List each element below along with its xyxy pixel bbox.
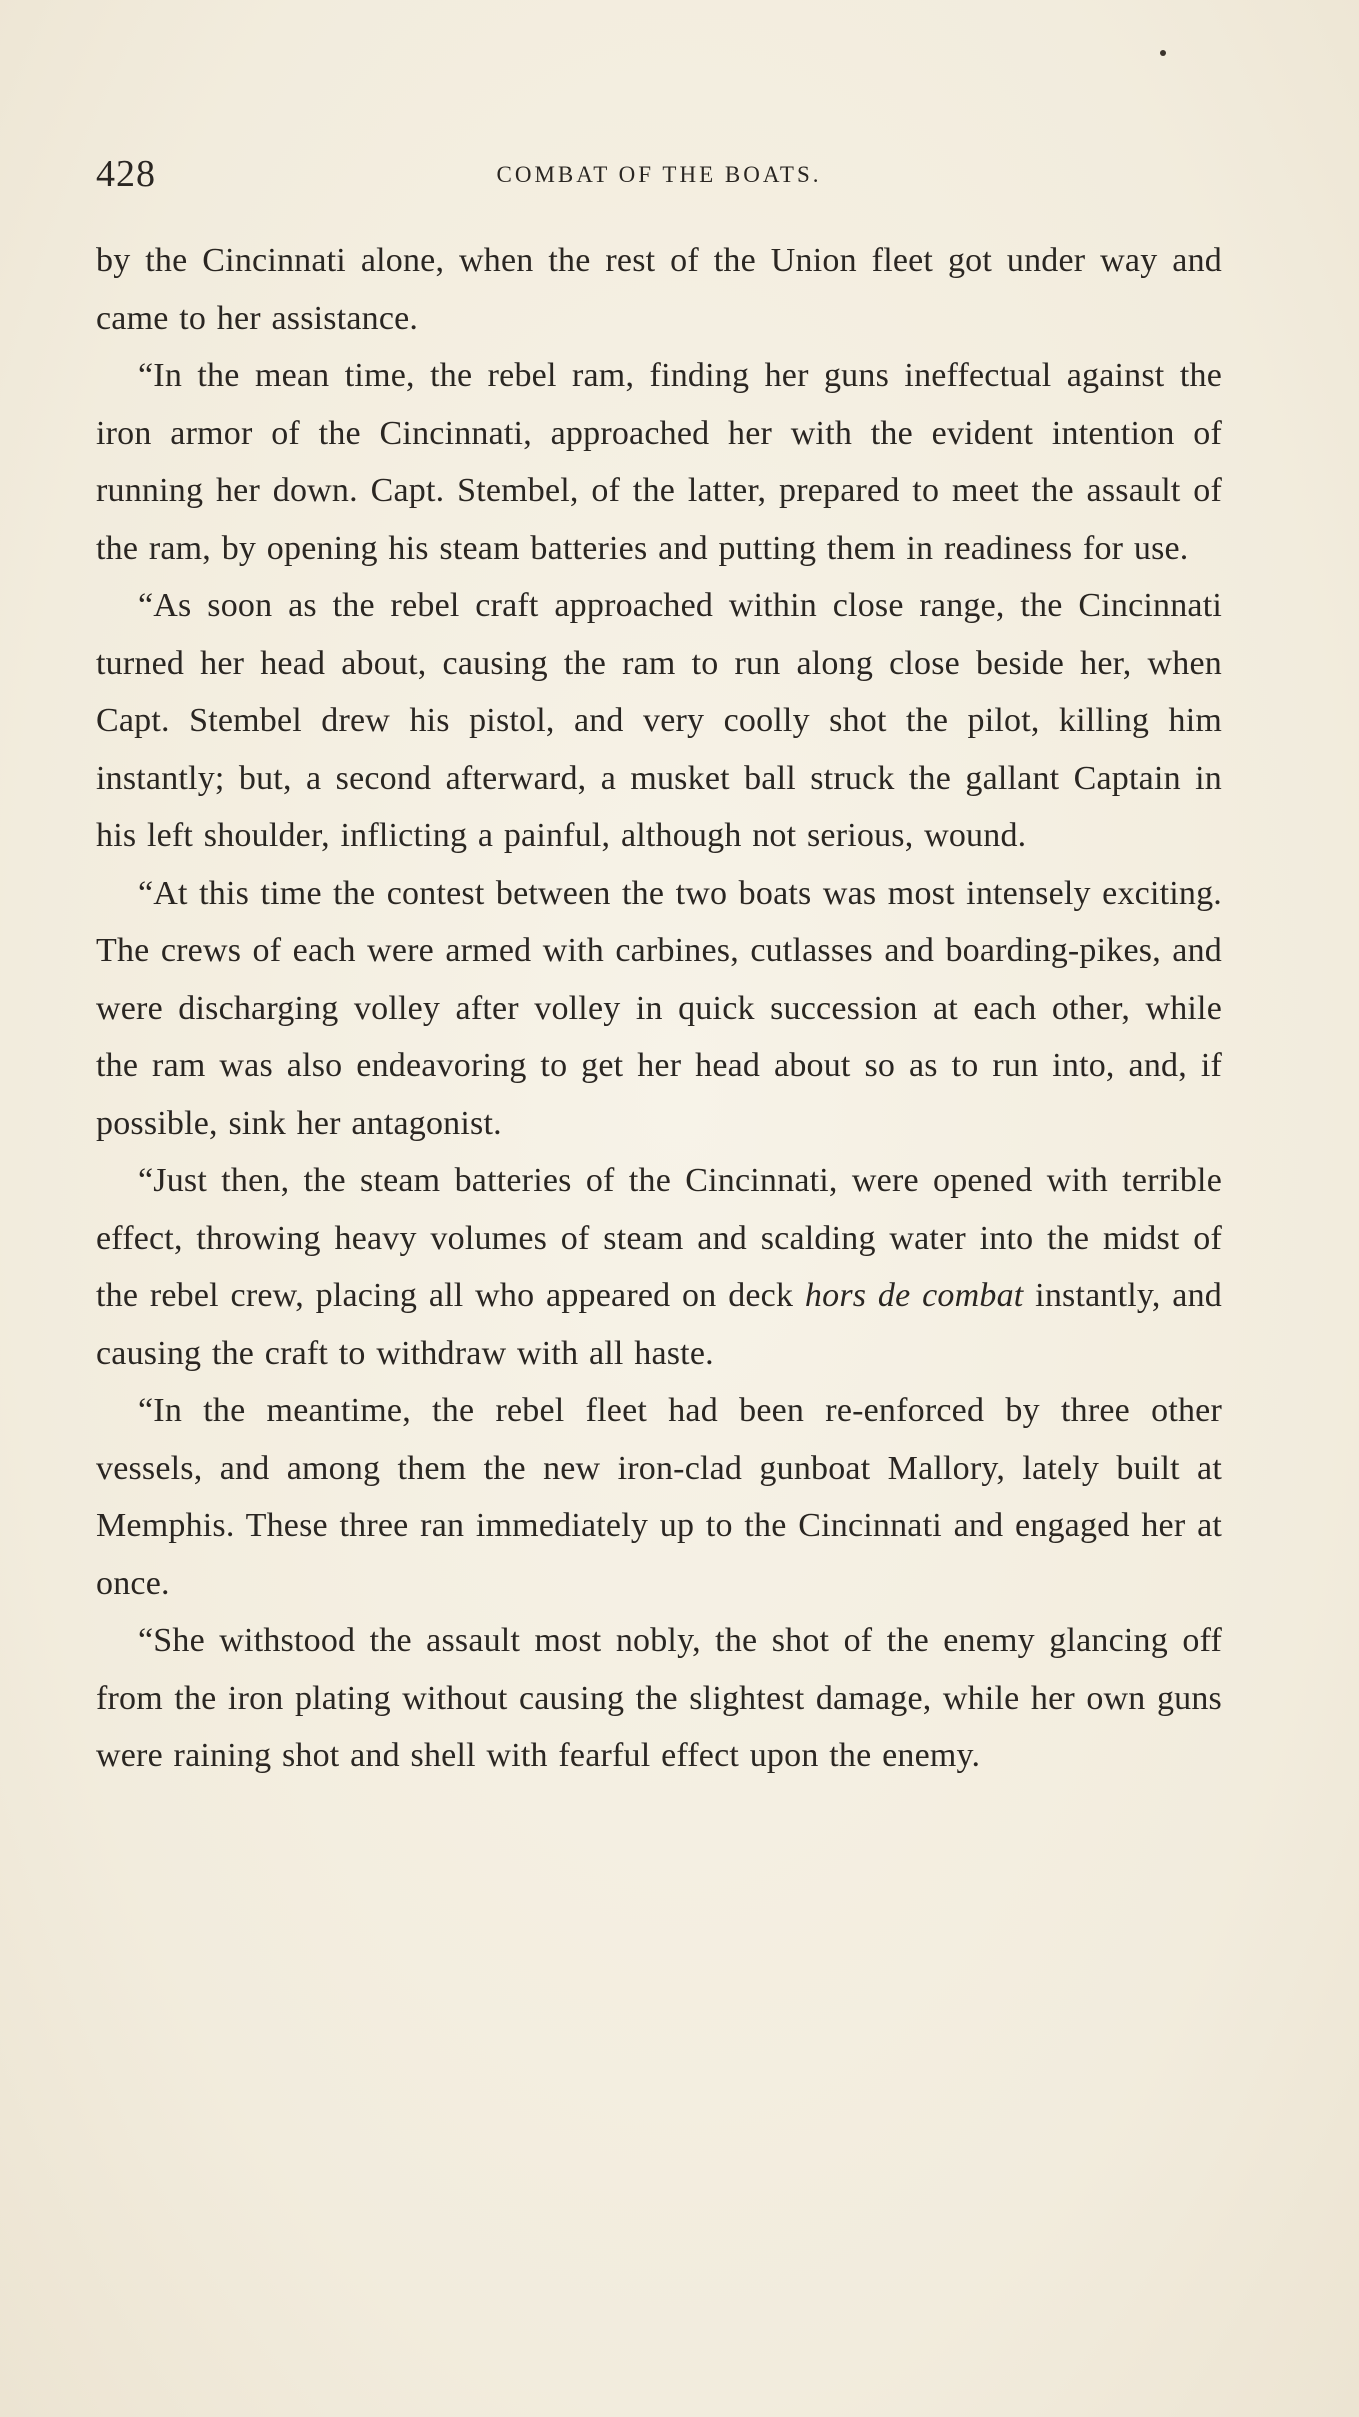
paragraph <box>96 347 1222 577</box>
paragraph <box>96 232 1222 347</box>
paragraph <box>96 577 1222 865</box>
paragraph <box>96 865 1222 1153</box>
paragraph-text: “At this time the contest between the two boats was most intensely exciting. The crews of each were armed with carbines, cutlasses and boarding-pikes, and were discharging volley after volley in quick succession at each other, while the ram was also endeavoring to get her head about so as to run into, and, if possible, sink her antagonist. <box>96 874 1222 1142</box>
paragraph-text: “As soon as the rebel craft approached within close range, the Cincinnati turned her head about, causing the ram to run along close beside her, when Capt. Stembel drew his pistol, and very coolly shot the pilot, killing him instantly; but, a second afterward, a musket ball struck the gallant Captain in his left shoulder, inflicting a painful, although not serious, wound. <box>96 587 1222 854</box>
paragraph-text: instantly, and causing the craft to withdraw with all haste. <box>96 1277 1222 1372</box>
italic-phrase: hors de combat <box>804 1277 1024 1314</box>
running-head: COMBAT OF THE BOATS. <box>496 162 822 187</box>
paragraph-text: “In the meantime, the rebel fleet had been re-enforced by three other vessels, and among them the new iron-clad gunboat Mallory, lately built at Memphis. These three ran immediately up to the Cincinnati and engaged her at once. <box>96 1392 1222 1602</box>
paragraph-text: “In the mean time, the rebel ram, finding her guns ineffectual against the iron armor of the Cincinnati, approached her with the evident intention of running her down. Capt. Stembel, of the latter, prepared to meet the assault of the ram, by opening his steam batteries and putting them in readiness for use. <box>96 357 1222 567</box>
paragraph-text: by the Cincinnati alone, when the rest of the Union fleet got under way and came to her assistance. <box>96 242 1222 337</box>
page-header <box>96 152 1222 202</box>
paragraph-text: “Just then, the steam batteries of the Cincinnati, were opened with terrible effect, throwing heavy volumes of steam and scalding water into the midst of the rebel crew, placing all who appeared on deck <box>96 1162 1222 1314</box>
paragraph <box>96 1382 1222 1612</box>
paragraph-text: “She withstood the assault most nobly, the shot of the enemy glancing off from the iron plating without causing the slightest damage, while her own guns were raining shot and shell with fearful effect upon the enemy. <box>96 1622 1222 1774</box>
body-text <box>96 232 1222 1785</box>
paragraph <box>96 1612 1222 1785</box>
page-number: 428 <box>96 153 156 195</box>
ink-speck <box>1160 50 1166 56</box>
paragraph <box>96 1152 1222 1382</box>
